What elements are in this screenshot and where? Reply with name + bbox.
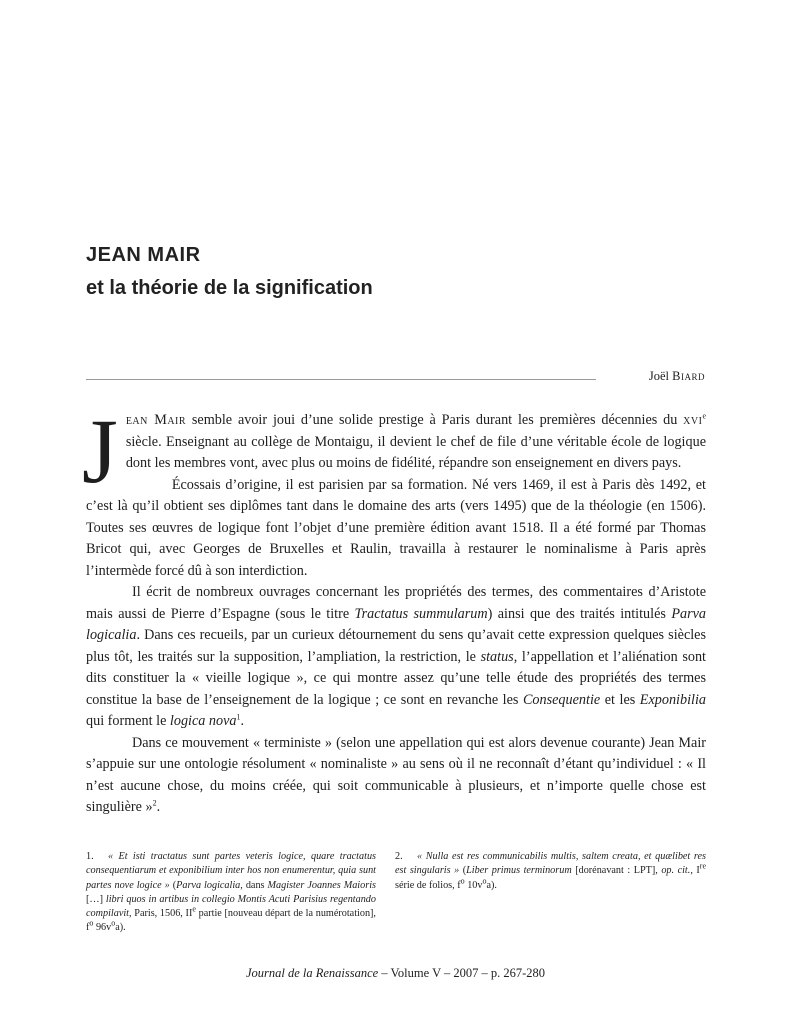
author-name: Joël Biard [648, 369, 705, 383]
footnote-ref-2[interactable]: 2 [152, 798, 157, 808]
article-body [82, 400, 707, 819]
footnote-ref-1[interactable]: 1 [236, 712, 241, 722]
article-title: JEAN MAIR [86, 244, 201, 266]
paragraph-1: Jean Mair semble avoir joui d’une solide prestige à Paris durant les premières décennies du xvi$^e$ siècle. Enseignant au collège de Montaigu, il devient le chef de file d’une véritable école de logique dont les membres vont, avec plus ou moins de fidélité, répandre son enseignement en divers pays. [82, 400, 707, 502]
journal-name: Journal de la Renaissance [245, 966, 379, 980]
paragraph-3: Il écrit de nombreux ouvrages concernant les propriétés des termes, des commentaires d’Aristote mais aussi de Pierre d’Espagne (sous le titre Tractatus summularum) ainsi que des traités intitulés Parva logicalia. Dans ces recueils, par un curieux détournement du sens qu’avait cette expression quelques siècles plus tôt, les traités sur la supposition, l’ampliation, la restriction, le status, l’appellation et l’aliénation sont dits constituer la « vieille logique », ce qui montre assez qu’une telle étude des propriétés des termes constitue la base de l’enseignement de la logique ; ce sont en revanche les Consequentie et les Exponibilia qui forment le logica nova$^1$. [86, 584, 707, 729]
paragraph-4: Dans ce mouvement « terministe » (selon une appellation qui est alors devenue courante) Jean Mair s’appuie sur une ontologie résolument « nominaliste » au sens où il ne reconnaît d’étant qu’individuel : « Il n’est aucune chose, du moins créée, qui soit communicable à plusieurs, et n’importe quelle chose est singulière »$^2$. [86, 734, 706, 815]
title-divider [86, 379, 596, 380]
footnote-1: 1. « Et isti tractatus sunt partes veteris logice, quare tractatus consequentiarum et exponibilium inter hos non enumerentur, quia sunt partes nove logice » (Parva logicalia, dans Magister Joannes Maioris […] libri quos in artibus in collegio Montis Acuti Parisius regentando compilavit, Paris, 1506, IIe partie [nouveau départ de la numérotation], $f^o$ $96v^oa$). [86, 851, 376, 934]
article-subtitle: et la théorie de la signification [86, 277, 373, 299]
author-smallcaps: ean Mair [125, 412, 187, 428]
footnote-2: 2. « Nulla est res communicabilis multis, saltem creata, et quælibet res est singularis » (Liber primus terminorum [dorénavant : LPT], op. cit., Ire série de folios, $f^o$ $10v^oa$). [395, 851, 706, 891]
paragraph-2: Écossais d’origine, il est parisien par sa formation. Né vers 1469, il est à Paris dès 1492, et c’est là qu’il obtient ses diplômes tant dans le domaine des arts (vers 1495) que de la théologie (en 1506). Toutes ses œuvres de logique font l’objet d’une première édition avant 1518. Il a été formé par Thomas Bricot qui, avec Georges de Bruxelles et Raulin, travailla à restaurer le nominalisme à Paris après l’intermède forcé dû à son interdiction. [86, 476, 706, 579]
drop-cap: J [82, 400, 118, 502]
page-footer: Journal de la Renaissance – Volume V – 2007 – p. 267-280 [245, 966, 546, 980]
